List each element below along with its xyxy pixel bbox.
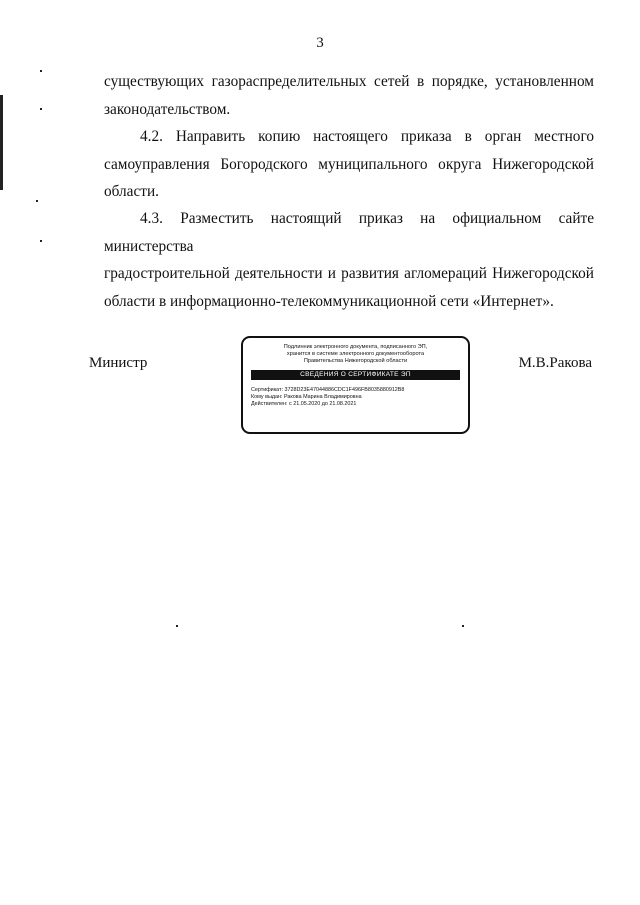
- signatory-name: М.В.Ракова: [518, 355, 592, 371]
- signatory-position: Министр: [89, 355, 148, 371]
- stamp-issued-to: Кому выдан: Ракова Марина Владимировна: [251, 394, 362, 400]
- paragraph-line: 4.3. Разместить настоящий приказ на официальном сайте министерства: [104, 210, 594, 255]
- page-number: 3: [316, 35, 324, 51]
- paragraph-line: области.: [104, 183, 159, 200]
- scan-speck: [40, 70, 42, 72]
- paragraph-4-3: [104, 205, 594, 315]
- scan-speck: [40, 240, 42, 242]
- stamp-header-line: Подлинник электронного документа, подписанного ЭП,: [283, 344, 428, 350]
- scan-speck: [36, 200, 38, 202]
- scan-speck: [462, 625, 464, 627]
- stamp-details: [251, 387, 468, 408]
- scan-speck: [40, 108, 42, 110]
- paragraph-line: законодательством.: [104, 100, 231, 118]
- stamp-header: [243, 344, 468, 365]
- scan-edge-mark: [0, 95, 3, 190]
- paragraph-continuation: [104, 68, 594, 123]
- stamp-header-line: хранится в системе электронного документооборота: [286, 351, 425, 357]
- paragraph-line: 4.2. Направить копию настоящего приказа в орган местного: [140, 128, 594, 145]
- paragraph-4-2: [104, 123, 594, 206]
- paragraph-line: градостроительной деятельности и развития агломераций Нижегородской: [104, 265, 594, 282]
- stamp-certificate-bar: СВЕДЕНИЯ О СЕРТИФИКАТЕ ЭП: [251, 370, 460, 380]
- paragraph-line: самоуправления Богородского муниципального округа Нижегородской: [104, 155, 594, 173]
- scan-speck: [176, 625, 178, 627]
- stamp-header-line: Правительства Нижегородской области: [303, 358, 408, 364]
- paragraph-line: области в информационно-телекоммуникационной сети «Интернет».: [104, 292, 554, 310]
- stamp-valid: Действителен: с 21.05.2020 до 21.08.2021: [251, 401, 357, 407]
- stamp-certificate: Сертификат: 3728D23E47044886CDC1F496FB8035880912B8: [251, 387, 405, 393]
- paragraph-line: существующих газораспределительных сетей в порядке, установленном: [104, 73, 594, 90]
- electronic-signature-stamp: [241, 336, 470, 434]
